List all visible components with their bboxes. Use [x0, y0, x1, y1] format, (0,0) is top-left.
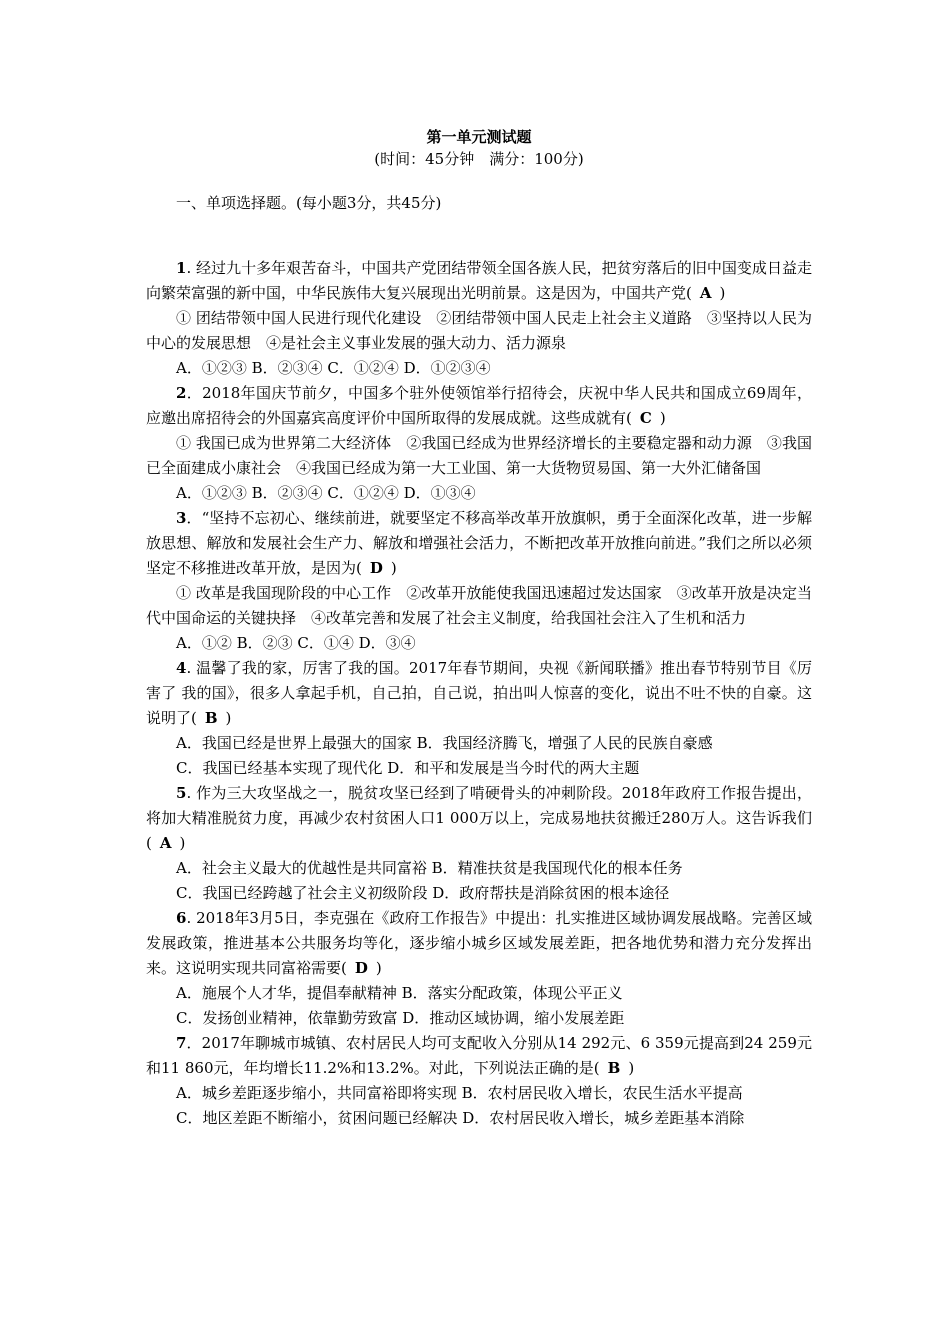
- question-items: ① 团结带领中国人民进行现代化建设 ②团结带领中国人民走上社会主义道路 ③坚持以人民为中心的发展思想 ④是社会主义事业发展的强大动力、活力源泉: [146, 309, 812, 352]
- question-stem: 1. 经过九十多年艰苦奋斗，中国共产党团结带领全国各族人民，把贫穷落后的旧中国变成日益走向繁荣富强的新中国，中华民族伟大复兴展现出光明前景。这是因为，中国共产党( A ): [146, 259, 812, 302]
- question-stem: 7．2017年聊城市城镇、农村居民人均可支配收入分别从14 292元、6 359元提高到24 259元和11 860元，年均增长11.2%和13.2%。对此，下列说法正确的是( B ): [146, 1034, 812, 1077]
- answer: C: [639, 409, 652, 427]
- question-stem: 6. 2018年3月5日，李克强在《政府工作报告》中提出：扎实推进区域协调发展战略。完善区域发展政策，推进基本公共服务均等化，逐步缩小城乡区域发展差距，把各地优势和潜力充分发挥出来。这说明实现共同富裕需要( D ): [146, 909, 812, 977]
- question-options: C．我国已经基本实现了现代化 D．和平和发展是当今时代的两大主题: [176, 759, 640, 777]
- answer: B: [607, 1059, 621, 1077]
- question-number: 7: [176, 1034, 187, 1052]
- question-options: C．发扬创业精神，依靠勤劳致富 D．推动区域协调，缩小发展差距: [176, 1009, 625, 1027]
- question-number: 3: [176, 509, 187, 527]
- answer: B: [204, 709, 218, 727]
- question-options: C．我国已经跨越了社会主义初级阶段 D．政府帮扶是消除贫困的根本途径: [176, 884, 670, 902]
- answer: D: [369, 559, 383, 577]
- question-stem: 5. 作为三大攻坚战之一，脱贫攻坚已经到了啃硬骨头的冲刺阶段。2018年政府工作报告提出，将加大精准脱贫力度，再减少农村贫困人口1 000万以上，完成易地扶贫搬迁280万人。这告诉我们( A ): [146, 784, 812, 852]
- question-5: [146, 781, 812, 906]
- section-heading: 一、单项选择题。(每小题3分，共45分): [176, 194, 442, 212]
- question-options: C．地区差距不断缩小，贫困问题已经解决 D．农村居民收入增长，城乡差距基本消除: [176, 1109, 745, 1127]
- question-stem: 4. 温馨了我的家，厉害了我的国。2017年春节期间，央视《新闻联播》推出春节特别节目《厉害了 我的国》，很多人拿起手机，自己拍，自己说，拍出叫人惊喜的变化，说出不吐不快的自豪。这说明了( B ): [146, 659, 812, 727]
- question-number: 1: [176, 259, 187, 277]
- question-options: A．城乡差距逐步缩小，共同富裕即将实现 B．农村居民收入增长，农民生活水平提高: [176, 1084, 743, 1102]
- question-number: 4: [176, 659, 187, 677]
- question-items: ① 改革是我国现阶段的中心工作 ②改革开放能使我国迅速超过发达国家 ③改革开放是决定当代中国命运的关键抉择 ④改革完善和发展了社会主义制度，给我国社会注入了生机和活力: [146, 584, 812, 627]
- question-options: A．①②③ B．②③④ C．①②④ D．①③④: [176, 484, 476, 502]
- question-options: A．社会主义最大的优越性是共同富裕 B．精准扶贫是我国现代化的根本任务: [176, 859, 683, 877]
- answer: A: [159, 834, 172, 852]
- page-title: 第一单元测试题: [426, 128, 532, 146]
- question-number: 6: [176, 909, 187, 927]
- answer: A: [699, 284, 712, 302]
- question-options: A．①② B．②③ C．①④ D．③④: [176, 634, 416, 652]
- exam-page: [146, 118, 812, 1131]
- question-4: [146, 656, 812, 781]
- question-2: [146, 381, 812, 506]
- question-3: [146, 506, 812, 656]
- question-number: 5: [176, 784, 187, 802]
- question-list: [146, 256, 812, 1131]
- page-subtitle: (时间：45分钟 满分：100分): [374, 150, 584, 168]
- question-stem: 3．“坚持不忘初心、继续前进，就要坚定不移高举改革开放旗帜，勇于全面深化改革，进一步解放思想、解放和发展社会生产力、解放和增强社会活力，不断把改革开放推向前进。”我们之所以必须坚定不移推进改革开放，是因为( D ): [146, 509, 812, 577]
- question-1: [146, 256, 812, 381]
- question-options: A．施展个人才华，提倡奉献精神 B．落实分配政策，体现公平正义: [176, 984, 623, 1002]
- question-6: [146, 906, 812, 1031]
- question-options: A．①②③ B．②③④ C．①②④ D．①②③④: [176, 359, 491, 377]
- question-items: ① 我国已成为世界第二大经济体 ②我国已经成为世界经济增长的主要稳定器和动力源 ③我国已全面建成小康社会 ④我国已经成为第一大工业国、第一大货物贸易国、第一大外汇储备国: [146, 434, 812, 477]
- question-7: [146, 1031, 812, 1131]
- question-stem: 2．2018年国庆节前夕，中国多个驻外使领馆举行招待会，庆祝中华人民共和国成立69周年，应邀出席招待会的外国嘉宾高度评价中国所取得的发展成就。这些成就有( C ): [146, 384, 812, 427]
- question-options: A．我国已经是世界上最强大的国家 B．我国经济腾飞，增强了人民的民族自豪感: [176, 734, 713, 752]
- answer: D: [354, 959, 368, 977]
- question-number: 2: [176, 384, 187, 402]
